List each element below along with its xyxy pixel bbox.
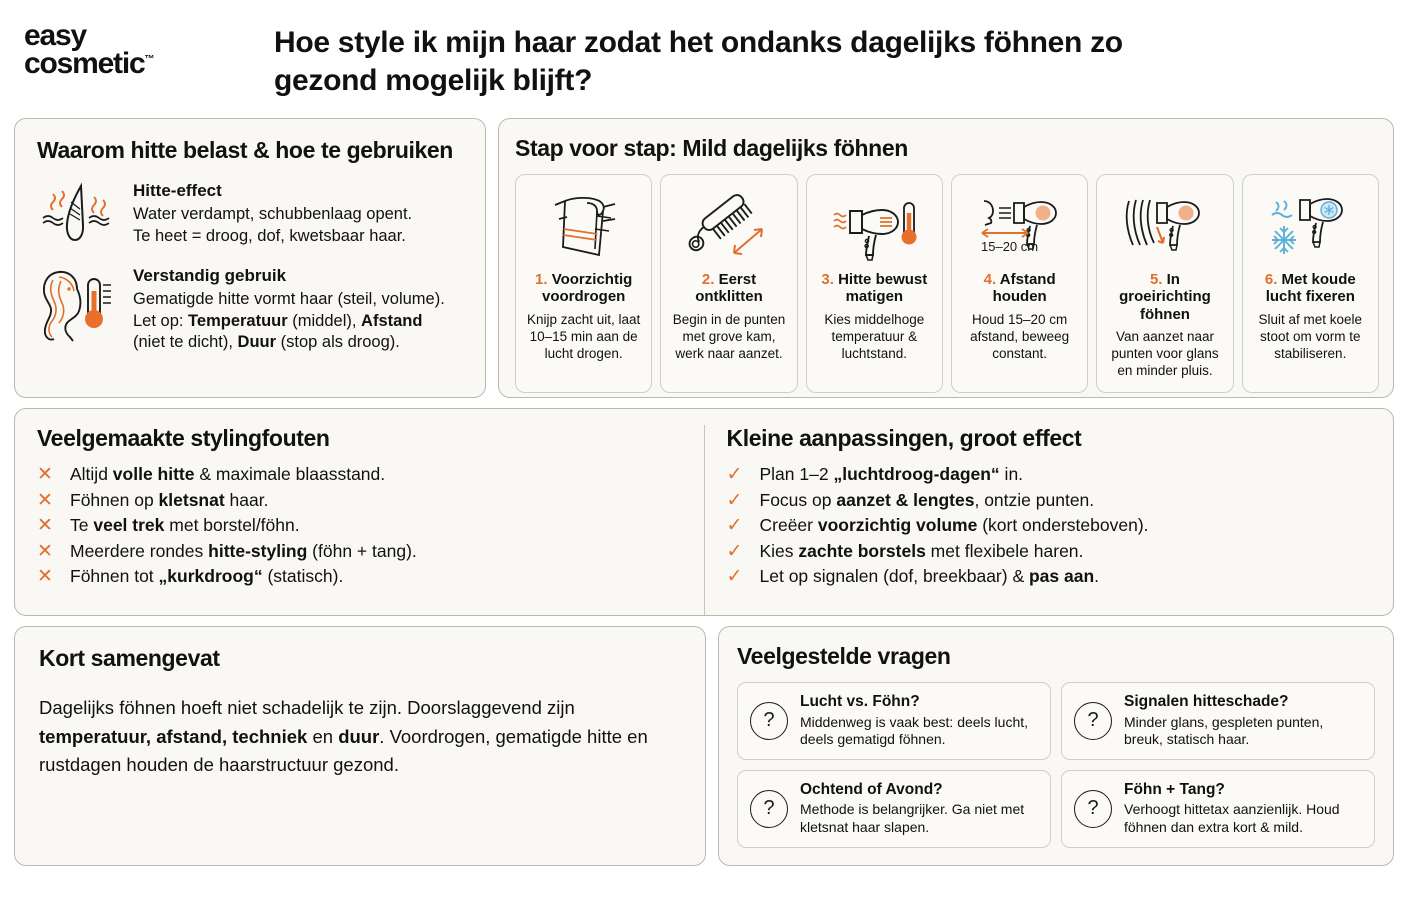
list-item: [37, 539, 682, 565]
list-item-text: [70, 539, 417, 565]
distance-label: 15–20 cm: [980, 239, 1038, 254]
column-mistakes: [15, 425, 704, 615]
list-item: [37, 564, 682, 590]
step-heading: [958, 271, 1081, 306]
why-item-text: [133, 265, 445, 354]
text-a: Plan 1–2: [759, 464, 834, 484]
header: [0, 0, 1408, 118]
list-item-text: [760, 513, 1149, 539]
why-bold-duration: Duur: [237, 333, 277, 352]
summary-text-a: Dagelijks föhnen hoeft niet schadelijk te zijn. Doorslaggevend zijn: [39, 697, 575, 718]
step-card-6[interactable]: [1242, 174, 1379, 393]
step-card-5[interactable]: [1096, 174, 1233, 393]
text-c: met borstel/föhn.: [164, 515, 300, 536]
list-item: [727, 564, 1372, 590]
why-line-1: Water verdampt, schubbenlaag opent.: [133, 204, 413, 223]
logo-line-easy: easy: [24, 19, 86, 52]
list-item: [37, 488, 682, 514]
text-c: .: [1094, 566, 1100, 587]
woman-thermometer-icon: [37, 265, 119, 354]
question-mark-icon: ?: [750, 702, 788, 740]
list-item-text: [70, 462, 385, 488]
column-tweaks: [704, 425, 1394, 615]
summary-text-c: en: [307, 725, 339, 747]
faq-text: [800, 781, 1038, 837]
list-item: [727, 488, 1372, 514]
mistakes-title: Veelgemaakte stylingfouten: [37, 425, 330, 451]
faq-answer: Methode is belangrijker. Ga niet met kletsnat haar slapen.: [800, 801, 1025, 836]
step-heading-text: Eerst ontklitten: [695, 271, 763, 306]
step-body: Houd 15–20 cm afstand, beweeg constant.: [970, 311, 1070, 362]
text-bold: veel trek: [93, 515, 165, 536]
step-number: 4.: [983, 271, 997, 288]
brand-logo: [24, 16, 274, 81]
hairdryer-direction-icon: [1103, 185, 1226, 265]
step-number: 5.: [1149, 271, 1163, 288]
mistakes-list: [37, 462, 682, 590]
step-card-3[interactable]: [806, 174, 943, 393]
step-number: 3.: [821, 271, 834, 288]
check-icon: ✓: [726, 566, 743, 588]
why-line-1: Gematigde hitte vormt haar (steil, volume).: [133, 289, 445, 308]
text-bold: aanzet & lengtes: [836, 489, 975, 510]
text-c: (statisch).: [262, 566, 344, 587]
text-a: Meerdere rondes: [70, 540, 209, 561]
text-bold: kletsnat: [158, 489, 225, 510]
text-c: haar.: [224, 489, 269, 510]
text-c: & maximale blaasstand.: [194, 464, 386, 484]
check-icon: ✓: [726, 515, 743, 537]
cross-icon: ✕: [37, 464, 53, 485]
text-a: Creëer: [759, 515, 818, 536]
faq-item-1[interactable]: [737, 682, 1051, 760]
page-title: Hoe style ik mijn haar zodat het ondanks dagelijks föhnen zo gezond mogelijk blijft?: [274, 26, 1123, 97]
text-c: , ontzie punten.: [974, 489, 1095, 510]
text-a: Kies: [759, 540, 799, 561]
list-item: [727, 462, 1372, 488]
cross-icon: ✕: [37, 489, 53, 511]
list-item-text: [760, 488, 1095, 514]
faq-answer: Middenweg is vaak best: deels lucht, deels gematigd föhnen.: [800, 713, 1029, 748]
text-a: Föhnen tot: [70, 566, 159, 587]
step-body: Begin in de punten met grove kam, werk naar aanzet.: [672, 311, 786, 362]
step-heading: [1103, 271, 1226, 323]
step-heading: [1249, 271, 1372, 306]
text-bold: „kurkdroog“: [158, 566, 263, 587]
step-number: 6.: [1264, 271, 1278, 288]
faq-item-4[interactable]: [1061, 770, 1375, 848]
cross-icon: ✕: [37, 566, 53, 588]
why-line-2a: Let op:: [133, 311, 189, 330]
summary-bold-factors: temperatuur, afstand, techniek: [39, 725, 308, 747]
why-line-2: Te heet = droog, dof, kwetsbaar haar.: [133, 226, 406, 245]
step-card-2[interactable]: [660, 174, 797, 393]
text-a: Let op signalen (dof, breekbaar) &: [759, 566, 1029, 587]
why-item-wise-use: [37, 265, 465, 354]
row-top: [0, 118, 1408, 398]
faq-question: Ochtend of Avond?: [800, 780, 943, 798]
text-bold: zachte borstels: [798, 540, 926, 561]
step-body: Kies middelhoge temperatuur & luchtstand.: [824, 311, 925, 362]
list-item-text: [70, 564, 343, 590]
tweaks-title: Kleine aanpassingen, groot effect: [726, 425, 1082, 451]
faq-text: [800, 693, 1038, 749]
list-item: [37, 462, 682, 488]
why-heading: Hitte-effect: [133, 181, 222, 200]
cross-icon: ✕: [37, 540, 53, 562]
faq-text: [1124, 781, 1362, 837]
faq-grid: [737, 682, 1375, 848]
faq-question: Lucht vs. Föhn?: [800, 693, 920, 710]
question-mark-icon: ?: [1074, 702, 1112, 740]
card-mistakes-and-tweaks: [14, 408, 1394, 616]
text-c: met flexibele haren.: [925, 540, 1084, 561]
step-card-4[interactable]: [951, 174, 1088, 393]
text-a: Altijd: [70, 464, 113, 484]
step-heading-text: In groeirichting föhnen: [1119, 271, 1211, 323]
hairdryer-cold-icon: [1249, 185, 1372, 265]
step-heading: [522, 271, 645, 306]
step-heading-text: Voorzichtig voordrogen: [541, 271, 633, 306]
card-summary: [14, 626, 706, 866]
step-body: Van aanzet naar punten voor glans en minder pluis.: [1111, 329, 1219, 379]
hair-follicle-heat-icon: [37, 180, 119, 249]
faq-item-2[interactable]: [1061, 682, 1375, 760]
question-mark-icon: ?: [1074, 790, 1112, 828]
text-bold: voorzichtig volume: [817, 515, 978, 536]
text-c: (föhn + tang).: [307, 540, 417, 561]
card-steps: [498, 118, 1394, 398]
why-item-heat-effect: [37, 180, 465, 249]
check-icon: ✓: [726, 464, 743, 485]
hairdryer-distance-icon: [958, 185, 1081, 265]
why-bold-distance: Afstand: [361, 311, 423, 330]
faq-answer: Minder glans, gespleten punten, breuk, statisch haar.: [1124, 713, 1324, 748]
step-heading: [813, 271, 936, 306]
towel-icon: [522, 185, 645, 265]
steps-grid: [515, 174, 1379, 393]
step-heading: [667, 271, 790, 306]
text-bold: volle hitte: [112, 464, 195, 484]
steps-title: Stap voor stap: Mild dagelijks föhnen: [515, 135, 908, 161]
list-item: [727, 539, 1372, 565]
step-body: Sluit af met koele stoot om vorm te stabiliseren.: [1258, 311, 1363, 362]
check-icon: ✓: [726, 540, 743, 562]
list-item-text: [760, 539, 1084, 565]
text-a: Focus op: [759, 489, 837, 510]
text-bold: pas aan: [1028, 566, 1095, 587]
logo-line-cosmetic: [24, 47, 155, 81]
why-title: Waarom hitte belast & hoe te gebruiken: [37, 137, 453, 163]
faq-title: Veelgestelde vragen: [737, 643, 951, 669]
list-item-text: [70, 513, 300, 539]
comb-icon: [667, 185, 790, 265]
row-bottom: [0, 626, 1408, 866]
step-heading-text: Afstand houden: [992, 271, 1056, 306]
text-c: in.: [999, 464, 1024, 484]
check-icon: ✓: [726, 489, 743, 511]
list-item-text: [760, 462, 1024, 488]
text-bold: „luchtdroog-dagen“: [833, 464, 1000, 484]
step-heading-text: Met koude lucht fixeren: [1265, 271, 1356, 306]
faq-answer: Verhoogt hittetax aanzienlijk. Houd föhnen dan extra kort & mild.: [1124, 801, 1340, 836]
summary-paragraph: [39, 694, 681, 780]
list-item: [727, 513, 1372, 539]
trademark-symbol: ™: [144, 54, 155, 66]
why-line-2c: (middel),: [287, 311, 362, 330]
why-line-3c: (stop als droog).: [276, 333, 400, 352]
summary-text-e: . Voordrogen, gematigde hitte en rustdagen houden de haarstructuur gezond.: [39, 725, 648, 776]
step-number: 2.: [701, 271, 715, 288]
step-heading-text: Hitte bewust matigen: [838, 271, 928, 306]
card-why-heat: [14, 118, 486, 398]
faq-question: Föhn + Tang?: [1124, 780, 1225, 798]
list-item: [37, 513, 682, 539]
cross-icon: ✕: [37, 515, 53, 537]
why-item-text: [133, 180, 412, 249]
text-c: (kort ondersteboven).: [977, 515, 1149, 536]
summary-title: Kort samengevat: [39, 645, 220, 671]
list-item-text: [70, 488, 268, 514]
hairdryer-thermometer-icon: [813, 185, 936, 265]
text-a: Föhnen op: [70, 489, 159, 510]
text-a: Te: [70, 515, 94, 536]
step-body: Knijp zacht uit, laat 10–15 min aan de lucht drogen.: [527, 311, 641, 362]
logo-cosmetic-text: cosmetic: [24, 47, 145, 81]
why-line-3a: (niet te dicht),: [133, 333, 238, 352]
faq-question: Signalen hitteschade?: [1124, 693, 1289, 710]
faq-text: [1124, 693, 1362, 749]
summary-bold-duration: duur: [338, 725, 380, 747]
tweaks-list: [727, 462, 1372, 590]
faq-item-3[interactable]: [737, 770, 1051, 848]
step-number: 1.: [535, 271, 548, 288]
list-item-text: [760, 564, 1100, 590]
why-heading: Verstandig gebruik: [133, 266, 287, 285]
card-faq: [718, 626, 1394, 866]
why-bold-temperature: Temperatuur: [188, 311, 288, 330]
question-mark-icon: ?: [750, 790, 788, 828]
text-bold: hitte-styling: [208, 540, 308, 561]
step-card-1[interactable]: [515, 174, 652, 393]
